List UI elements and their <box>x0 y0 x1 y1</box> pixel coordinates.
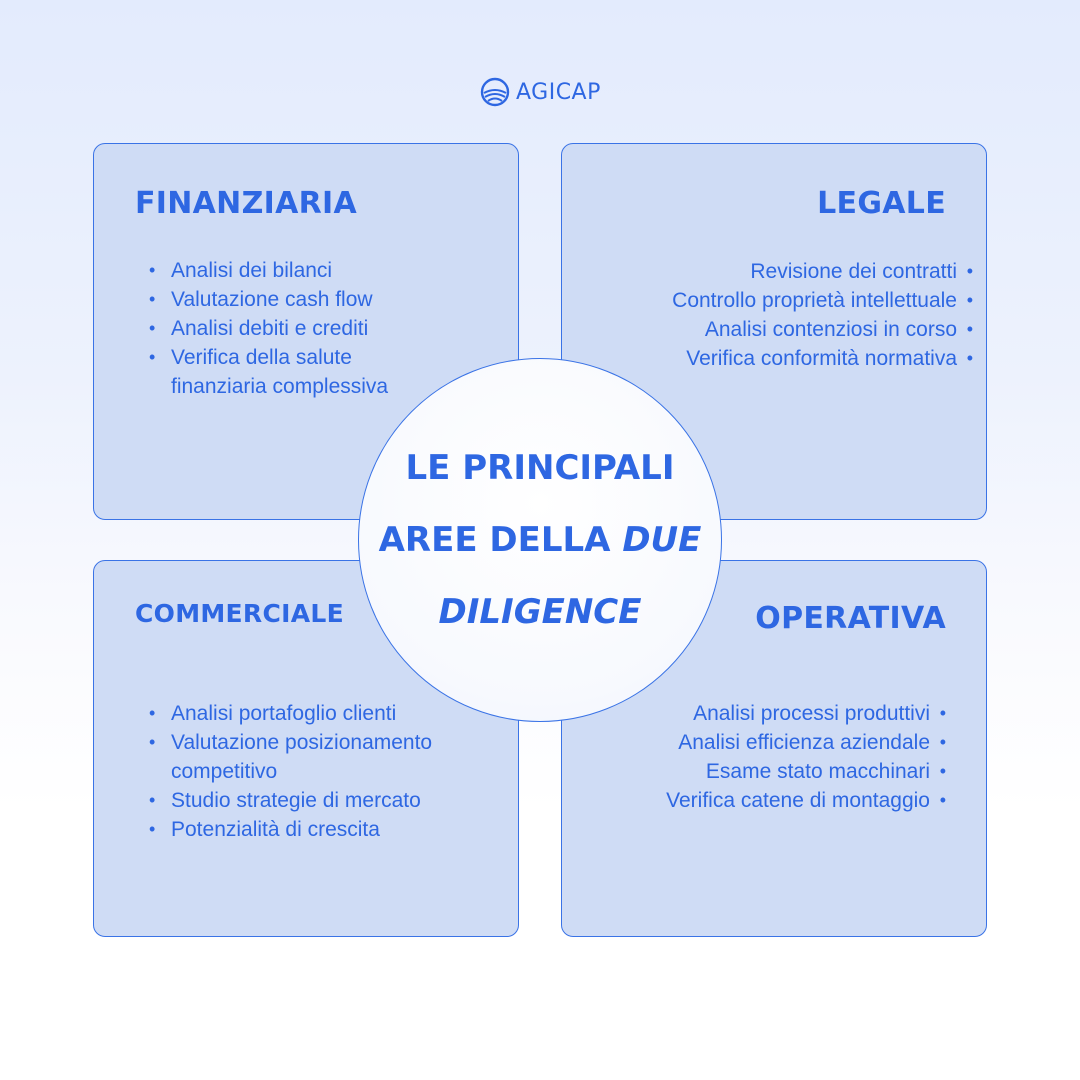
list-legale <box>593 257 973 373</box>
list-item: • Analisi debiti e crediti <box>149 314 449 343</box>
center-title-line-2-text: AREE DELLA <box>378 520 623 560</box>
list-item: Revisione dei contratti • <box>593 257 973 286</box>
list-item: Verifica conformità normativa • <box>593 344 973 373</box>
list-item: Controllo proprietà intellettuale • <box>593 286 973 315</box>
list-item: Analisi processi produttivi • <box>586 699 946 728</box>
card-title-legale: LEGALE <box>817 186 946 221</box>
center-title-line-2 <box>379 504 702 576</box>
card-title-finanziaria: FINANZIARIA <box>135 186 358 221</box>
center-title-due: DUE <box>622 520 702 560</box>
brand-name: AGICAP <box>516 79 601 105</box>
list-finanziaria <box>149 256 449 401</box>
brand-logo <box>480 76 601 108</box>
card-title-commerciale: COMMERCIALE <box>135 599 344 628</box>
list-item: Analisi contenziosi in corso • <box>593 315 973 344</box>
center-title-diligence: DILIGENCE <box>438 592 642 632</box>
list-item: Esame stato macchinari • <box>586 757 946 786</box>
list-item: • Verifica della salute finanziaria complessiva <box>149 343 449 401</box>
center-title-line-3 <box>379 576 702 648</box>
list-item: • Potenzialità di crescita <box>149 815 469 844</box>
list-commerciale <box>149 699 469 844</box>
list-item: • Analisi portafoglio clienti <box>149 699 469 728</box>
list-item: • Analisi dei bilanci <box>149 256 449 285</box>
list-item: Analisi efficienza aziendale • <box>586 728 946 757</box>
card-title-operativa: OPERATIVA <box>755 601 946 636</box>
center-title-line-1: LE PRINCIPALI <box>405 448 675 488</box>
list-item: • Studio strategie di mercato <box>149 786 469 815</box>
list-item: • Valutazione posizionamento competitivo <box>149 728 469 786</box>
center-circle <box>358 358 722 722</box>
list-operativa <box>586 699 946 815</box>
list-item: • Valutazione cash flow <box>149 285 449 314</box>
agicap-logo-icon <box>480 77 510 107</box>
center-title <box>379 432 702 648</box>
list-item: Verifica catene di montaggio • <box>586 786 946 815</box>
